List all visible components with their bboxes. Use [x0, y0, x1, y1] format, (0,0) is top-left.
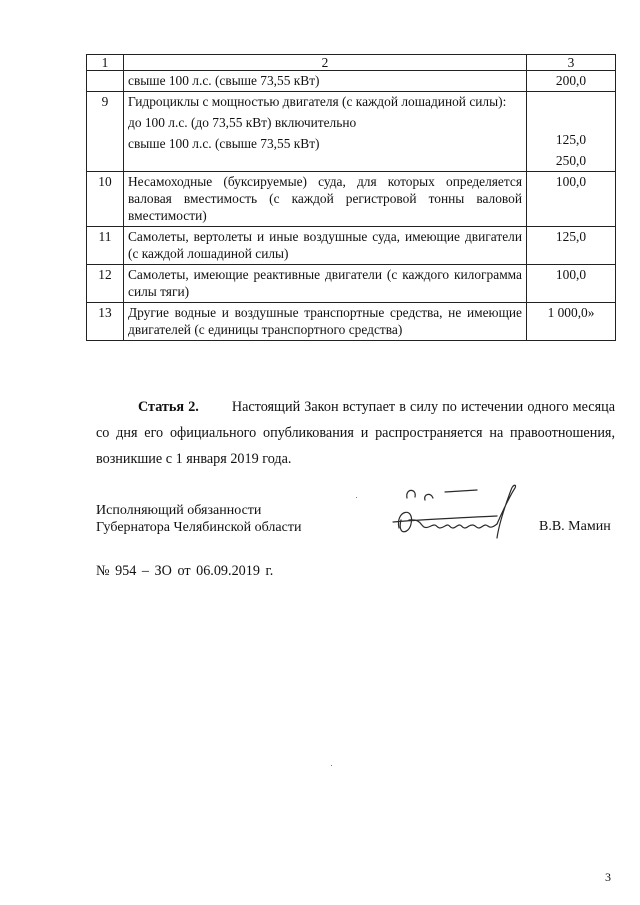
row-rate: 100,0: [527, 172, 616, 227]
row-number: [87, 71, 124, 92]
table-row: [87, 71, 616, 92]
row-description: Самолеты, вертолеты и иные воздушные суда, имеющие двигатели (с каждой лошадиной силы): [124, 227, 527, 265]
scan-speck: [356, 497, 357, 498]
row-number: 13: [87, 303, 124, 341]
law-number: № 954 – ЗО от 06.09.2019 г.: [96, 563, 274, 579]
table-row: [87, 303, 616, 341]
table-row: [87, 92, 616, 172]
table-row: [87, 227, 616, 265]
article-label: Статья 2.: [138, 399, 199, 415]
row-description: Другие водные и воздушные транспортные средства, не имеющие двигателей (с единицы транспортного средства): [124, 303, 527, 341]
row-rate: 200,0: [527, 71, 616, 92]
row-number: 11: [87, 227, 124, 265]
row-rate: 100,0: [527, 265, 616, 303]
row-rate: 125,0: [527, 227, 616, 265]
article-text: Настоящий Закон вступает в силу по истечении одного месяца со дня его официального опубликования и распространяется на правоотношения, возникшие с 1 января 2019 года.: [96, 399, 615, 467]
header-cell-3: 3: [527, 55, 616, 71]
tax-rate-table: [86, 54, 616, 341]
row-number: 10: [87, 172, 124, 227]
row-description: Несамоходные (буксируемые) суда, для которых определяется валовая вместимость (с каждой регистровой тонны валовой вместимости): [124, 172, 527, 227]
row-description: Самолеты, имеющие реактивные двигатели (с каждого килограмма силы тяги): [124, 265, 527, 303]
table-row: [87, 172, 616, 227]
row-number: 9: [87, 92, 124, 172]
table-header-row: [87, 55, 616, 71]
header-cell-1: 1: [87, 55, 124, 71]
handwritten-signature: [385, 480, 535, 550]
row-number: 12: [87, 265, 124, 303]
signatory-title: Исполняющий обязанности Губернатора Челябинской области: [96, 503, 302, 535]
row-description: Гидроциклы с мощностью двигателя (с каждой лошадиной силы): до 100 л.с. (до 73,55 кВт) включительно свыше 100 л.с. (свыше 73,55 кВт): [124, 92, 527, 172]
page-number: 3: [605, 870, 611, 884]
row-description: свыше 100 л.с. (свыше 73,55 кВт): [124, 71, 527, 92]
table-row: [87, 265, 616, 303]
signatory-name: В.В. Мамин: [539, 519, 611, 534]
row-rate: 1 000,0»: [527, 303, 616, 341]
scan-speck: [331, 765, 332, 766]
row-rate: 125,0 250,0: [527, 92, 616, 172]
article-2-paragraph: [96, 394, 615, 472]
header-cell-2: 2: [124, 55, 527, 71]
